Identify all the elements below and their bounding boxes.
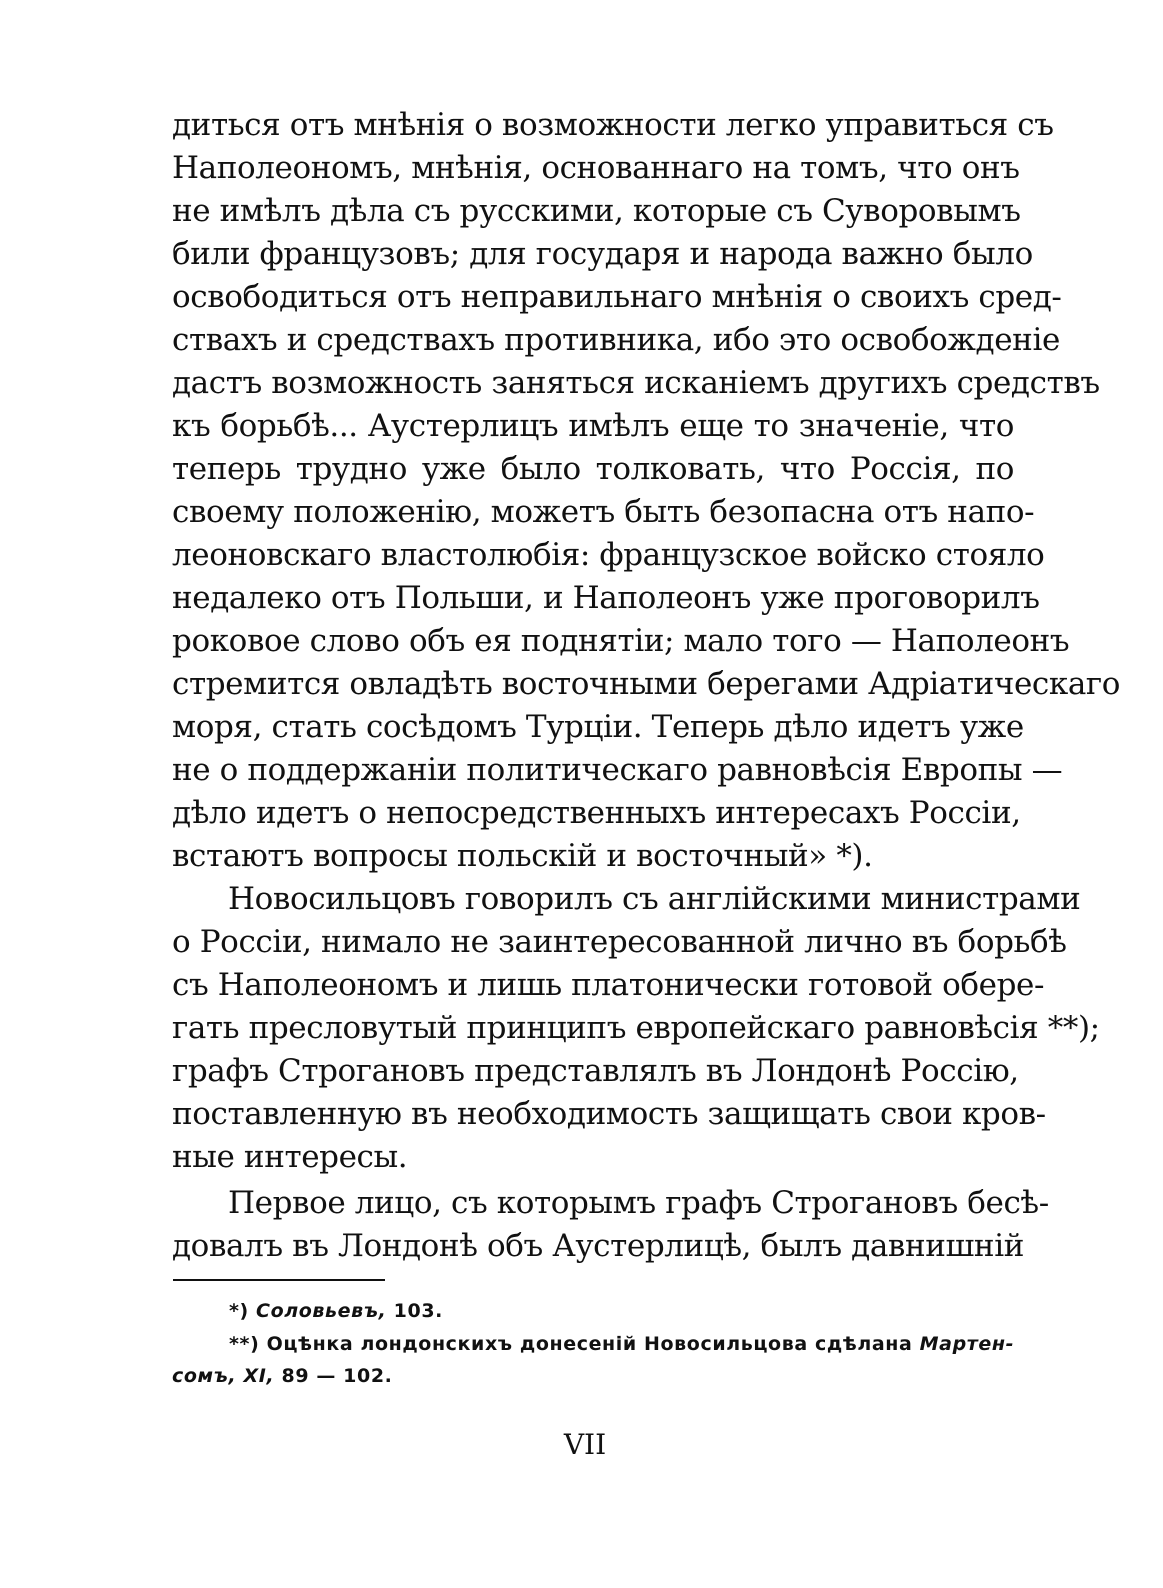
text-line: дастъ возможность заняться исканіемъ другихъ средствъ	[172, 365, 1100, 401]
footnote-author: Соловьевъ,	[256, 1300, 387, 1322]
text-line: къ борьбѣ... Аустерлицъ имѣлъ еще то значеніе, что	[172, 408, 1014, 444]
text-line: ствахъ и средствахъ противника, ибо это освобожденіе	[172, 322, 1060, 358]
text-line: моря, стать сосѣдомъ Турціи. Теперь дѣло идетъ уже	[172, 709, 1024, 745]
text-line: били французовъ; для государя и народа важно было	[172, 236, 1033, 272]
text-line: своему положенію, можетъ быть безопасна отъ напо-	[172, 494, 1035, 530]
footnote-separator	[173, 1279, 385, 1281]
text-line: освободиться отъ неправильнаго мнѣнія о своихъ сред-	[172, 279, 1062, 315]
footnote-mark: *)	[229, 1300, 257, 1322]
text-line: Наполеономъ, мнѣнія, основаннаго на томъ, что онъ	[172, 150, 1020, 186]
footnote-pages: 89 — 102.	[274, 1365, 393, 1387]
text-line: поставленную въ необходимость защищать свои кров-	[172, 1096, 1046, 1132]
text-line: не имѣлъ дѣла съ русскими, которые съ Суворовымъ	[172, 193, 1021, 229]
text-line: роковое слово объ ея поднятіи; мало того — Наполеонъ	[172, 623, 1070, 659]
text-line: теперь трудно уже было толковать, что Россія, по	[172, 451, 1014, 487]
text-line: встаютъ вопросы польскій и восточный» *).	[172, 838, 873, 874]
paragraph-first-line: Новосильцовъ говорилъ съ англійскими министрами	[228, 881, 1081, 917]
text-line: дѣло идетъ о непосредственныхъ интересахъ Россіи,	[172, 795, 1021, 831]
text-line: графъ Строгановъ представлялъ въ Лондонѣ Россію,	[172, 1053, 1019, 1089]
footnote-author: сомъ, XI,	[172, 1365, 275, 1387]
footnote-page: 103.	[386, 1300, 443, 1322]
footnote-2-continuation	[172, 1361, 392, 1391]
footnote-mark: **)	[229, 1333, 267, 1355]
text-line: стремится овладѣть восточными берегами Адріатическаго	[172, 666, 1121, 702]
text-line: гать пресловутый принципъ европейскаго равновѣсія **);	[172, 1010, 1100, 1046]
text-line: леоновскаго властолюбія: французское войско стояло	[172, 537, 1045, 573]
text-line: диться отъ мнѣнія о возможности легко управиться съ	[172, 107, 1054, 143]
paragraph-first-line: Первое лицо, съ которымъ графъ Строгановъ бесѣ-	[228, 1185, 1049, 1221]
text-line: недалеко отъ Польши, и Наполеонъ уже проговорилъ	[172, 580, 1040, 616]
text-line: довалъ въ Лондонѣ объ Аустерлицѣ, былъ давнишній	[172, 1228, 1024, 1264]
text-line: ные интересы.	[172, 1139, 408, 1175]
footnote-text: Оцѣнка лондонскихъ донесеній Новосильцова сдѣлана	[266, 1333, 920, 1355]
footnote-1	[229, 1296, 443, 1326]
page-number: VII	[563, 1428, 607, 1461]
footnote-2	[229, 1329, 1013, 1359]
footnote-author: Мартен-	[919, 1333, 1015, 1355]
text-line: о Россіи, нимало не заинтересованной лично въ борьбѣ	[172, 924, 1067, 960]
text-line: не о поддержаніи политическаго равновѣсія Европы —	[172, 752, 1063, 788]
text-line: съ Наполеономъ и лишь платонически готовой обере-	[172, 967, 1045, 1003]
